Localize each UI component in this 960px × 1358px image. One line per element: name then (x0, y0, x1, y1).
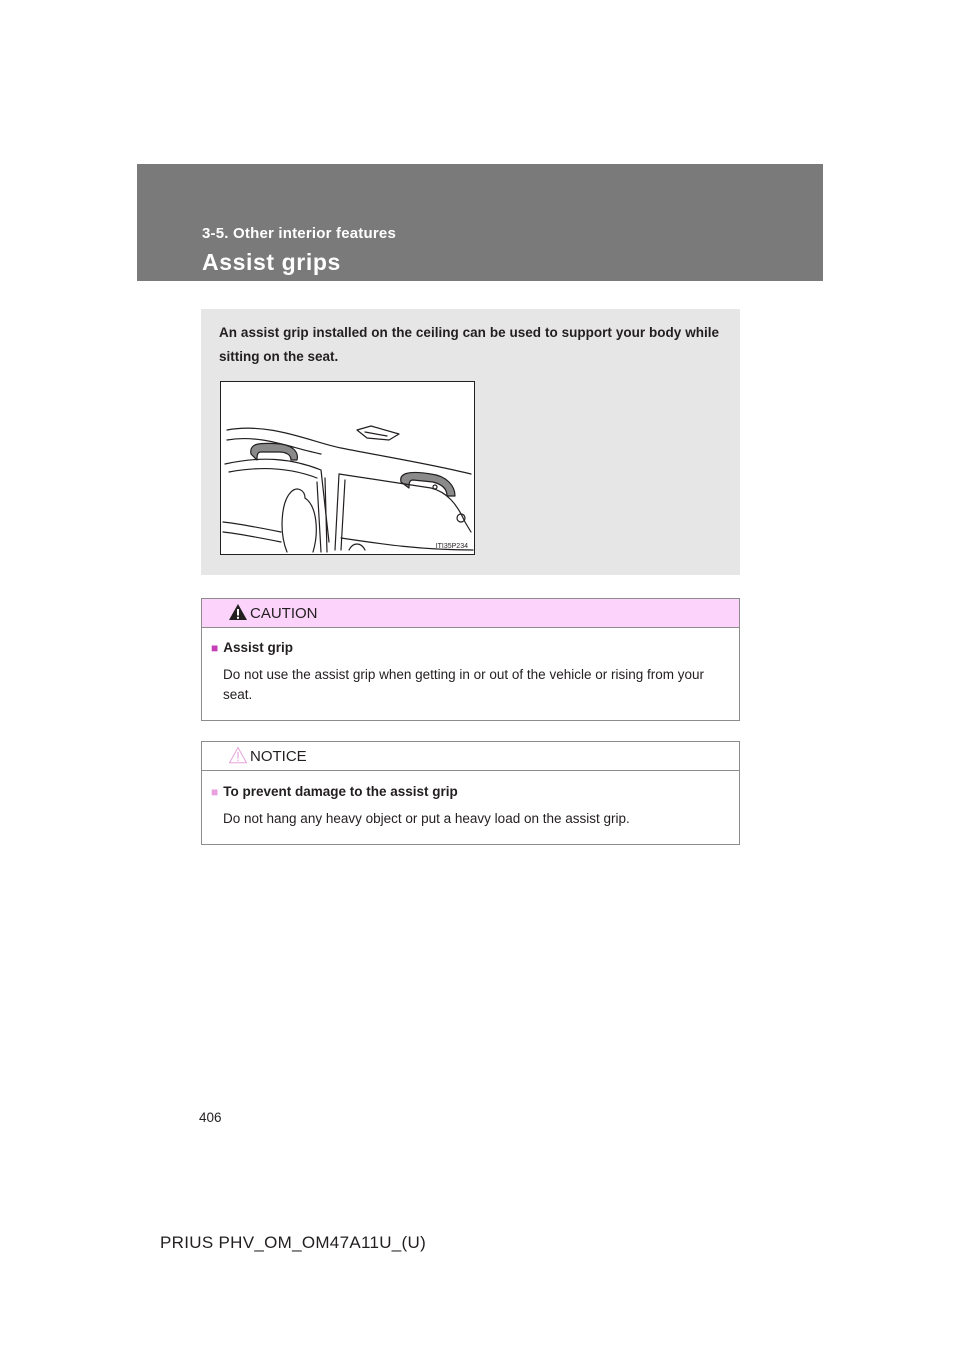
notice-bullet: ■ (211, 785, 219, 799)
document-id: PRIUS PHV_OM_OM47A11U_(U) (160, 1233, 427, 1252)
page-number: 406 (199, 1110, 222, 1125)
interior-drawing (221, 382, 474, 554)
notice-item-text: Do not hang any heavy object or put a heavy load on the assist grip. (223, 811, 630, 826)
caution-item-title-row (211, 640, 293, 655)
notice-triangle-icon (228, 746, 248, 764)
assist-grip-illustration (220, 381, 475, 555)
notice-item-title: To prevent damage to the assist grip (223, 784, 458, 799)
figure-code: ITI35P234 (435, 543, 468, 550)
warning-triangle-icon (228, 603, 248, 621)
caution-header (202, 599, 739, 628)
notice-header (202, 742, 739, 771)
caution-heading: CAUTION (250, 605, 318, 622)
caution-item-text: Do not use the assist grip when getting in or out of the vehicle or rising from your seat. (223, 667, 704, 702)
page-title: Assist grips (202, 249, 341, 275)
notice-heading: NOTICE (250, 748, 307, 765)
intro-box (201, 309, 740, 575)
notice-box (201, 741, 740, 845)
caution-item-title: Assist grip (223, 640, 294, 655)
notice-item-title-row (211, 784, 458, 799)
caution-box (201, 598, 740, 721)
intro-text: An assist grip installed on the ceiling can be used to support your body while sitting on the seat. (219, 325, 719, 364)
caution-bullet: ■ (211, 641, 219, 655)
section-label: 3-5. Other interior features (202, 225, 396, 242)
